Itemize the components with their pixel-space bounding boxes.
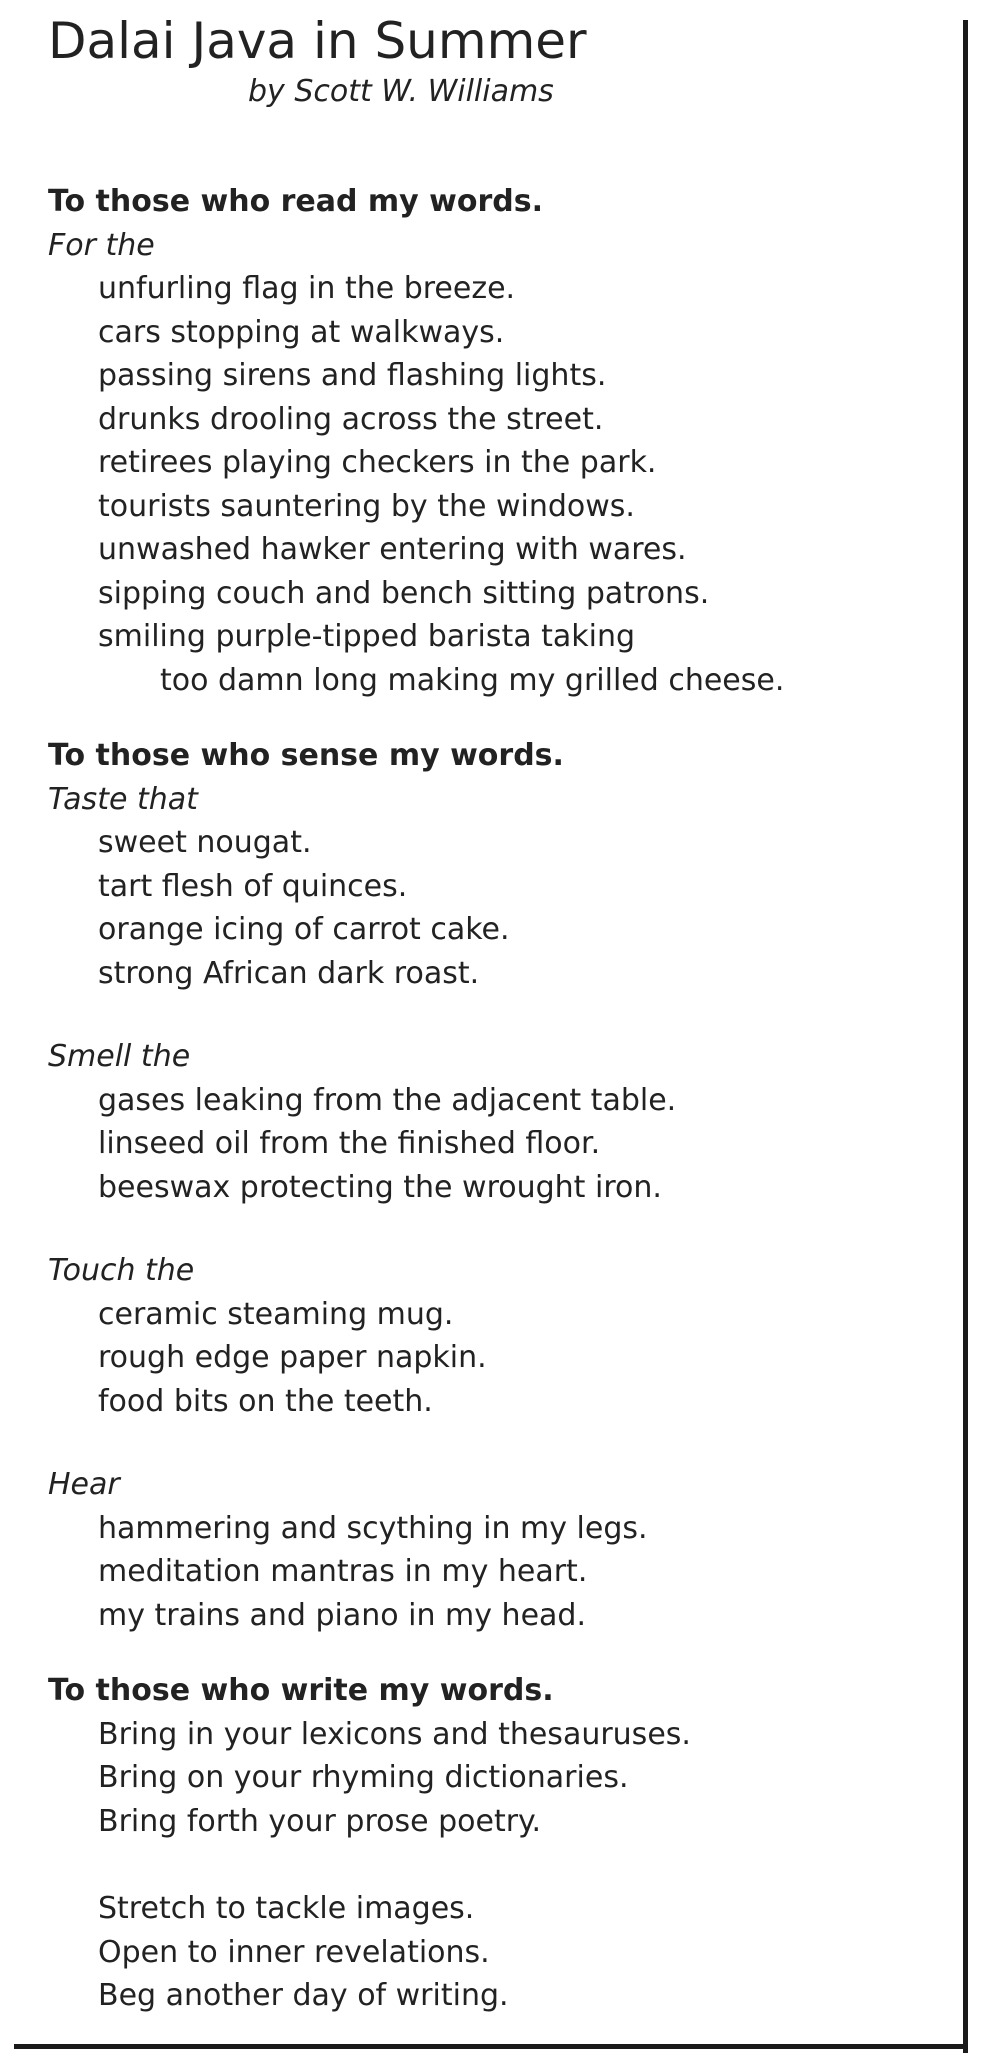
poem-line: gases leaking from the adjacent table. [98,1082,677,1118]
poem-line: sweet nougat. [98,825,312,860]
poem-line: rough edge paper napkin. [98,1340,487,1375]
poem-line: tourists sauntering by the windows. [98,488,635,524]
poem-line: tart flesh of quinces. [98,868,408,904]
poem-line: passing sirens and flashing lights. [98,358,607,393]
poem-title: Dalai Java in Summer [48,12,587,70]
poem-line: unfurling flag in the breeze. [98,271,516,306]
stanza-gap [48,1423,948,1463]
poem-line: my trains and piano in my head. [98,1597,586,1633]
poem-line: drunks drooling across the street. [98,401,604,437]
poem-line: meditation mantras in my heart. [98,1554,588,1589]
right-border-rule [963,20,968,2053]
poem-line: Bring on your rhyming dictionaries. [98,1760,629,1795]
poem-line: unwashed hawker entering with wares. [98,532,687,567]
poem-line: hammering and scything in my legs. [98,1510,648,1546]
stanza-gap [48,1209,948,1249]
stanza-lead-touch: Touch the [48,1253,195,1288]
poem-line: retirees playing checkers in the park. [98,445,657,480]
stanza-lead-for-the: For the [48,227,155,263]
stanza-gap [48,702,948,734]
stanza-lead-smell: Smell the [48,1039,191,1074]
poem-line: ceramic steaming mug. [98,1296,454,1332]
poem-line: strong African dark roast. [98,955,480,991]
stanza-gap [48,995,948,1035]
stanza-gap [48,1637,948,1669]
poem-line: linseed oil from the finished floor. [98,1126,601,1161]
stanza-gap [48,1843,948,1887]
poem-line: orange icing of carrot cake. [98,912,510,947]
stanza-lead-hear: Hear [48,1467,120,1502]
bottom-border-rule [14,2044,968,2049]
poem-line: smiling purple-tipped barista taking [98,619,636,654]
poem-line: beeswax protecting the wrought iron. [98,1169,662,1205]
poem-line: Bring in your lexicons and thesauruses. [98,1716,691,1752]
poem-line: food bits on the teeth. [98,1383,433,1419]
poem-line-continuation: too damn long making my grilled cheese. [160,662,785,698]
stanza-heading-sense: To those who sense my words. [48,738,564,773]
stanza-lead-taste: Taste that [48,781,198,817]
stanza-heading-write: To those who write my words. [48,1673,554,1708]
poem-line: Open to inner revelations. [98,1934,490,1970]
poem-line: sipping couch and bench sitting patrons. [98,575,710,611]
poem-byline: by Scott W. Williams [248,74,554,109]
poem-body [48,180,948,2018]
poem-line: Beg another day of writing. [98,1978,509,2013]
poem-line: Bring forth your prose poetry. [98,1803,542,1839]
poem-line: Stretch to tackle images. [98,1891,475,1926]
stanza-heading-read: To those who read my words. [48,184,544,219]
poem-line: cars stopping at walkways. [98,314,505,350]
